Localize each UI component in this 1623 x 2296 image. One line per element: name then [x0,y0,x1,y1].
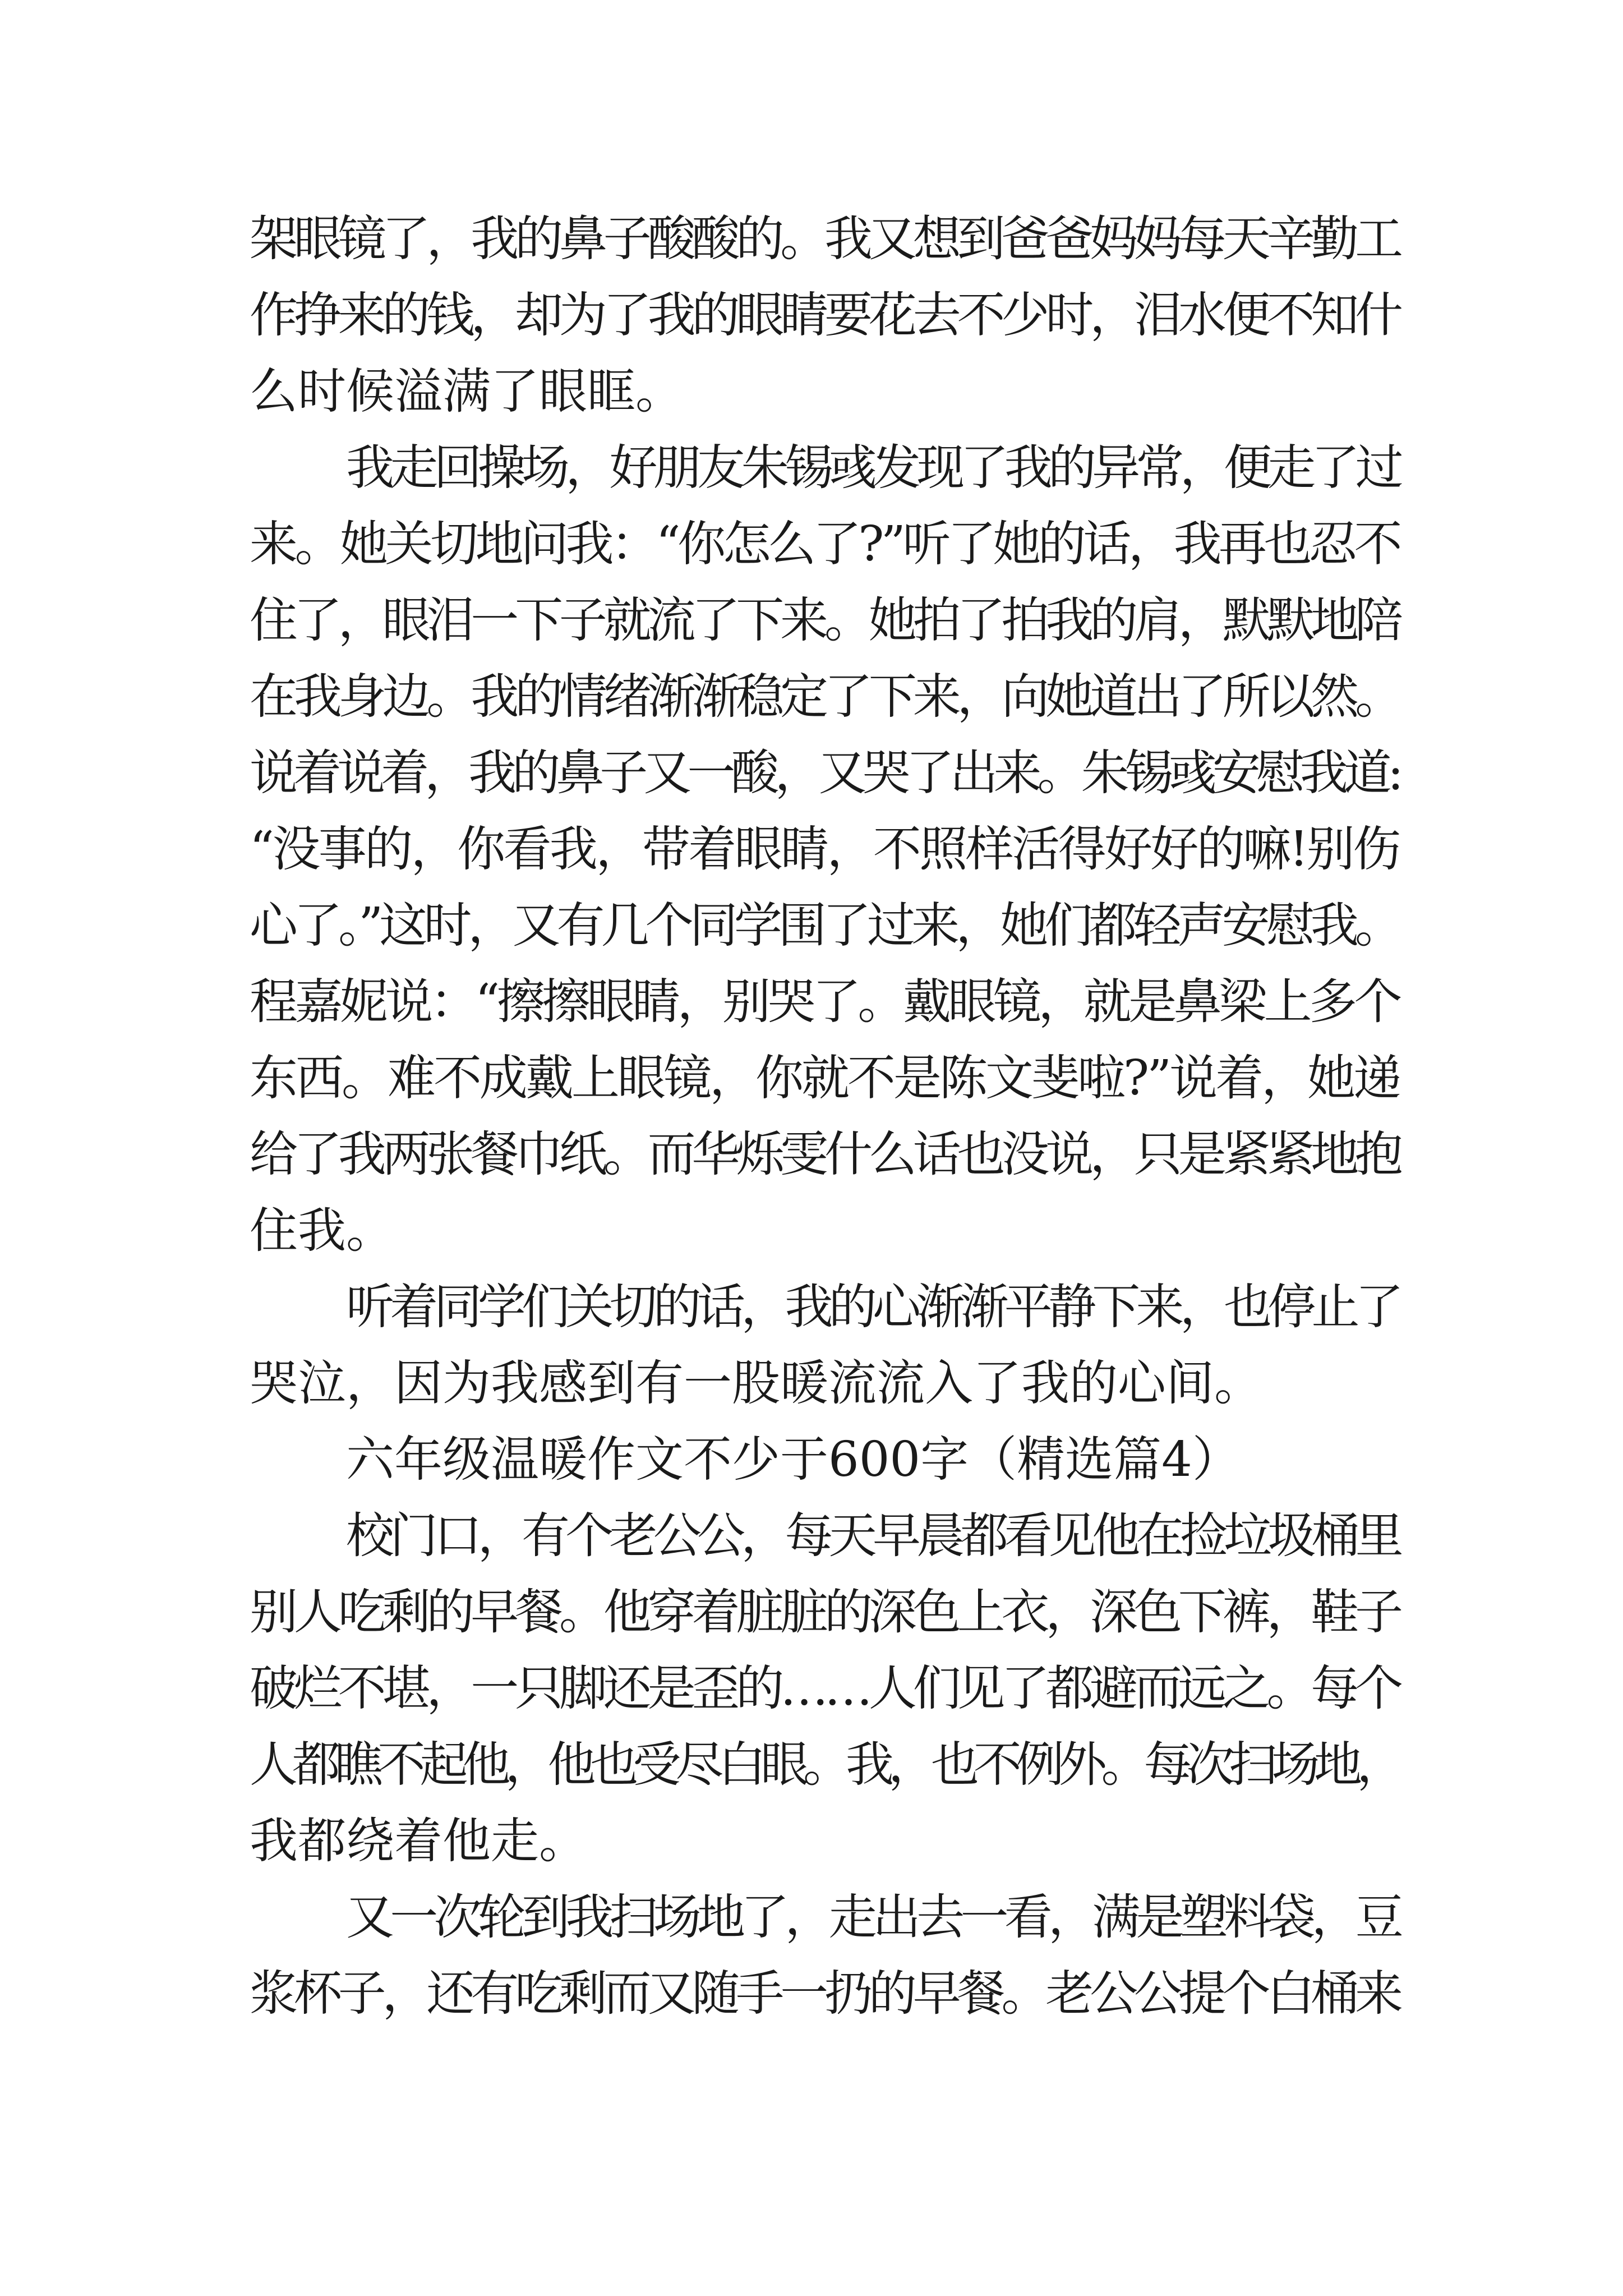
text-line: 给了我两张餐巾纸。而华烁雯什么话也没说，只是紧紧地抱 [250,1126,1399,1182]
text-line: 说着说着，我的鼻子又一酸，又哭了出来。朱锡彧安慰我道: [250,745,1399,801]
text-line: 哭泣，因为我感到有一股暖流流入了我的心间。 [250,1355,1262,1411]
text-line: 又一次轮到我扫场地了，走出去一看，满是塑料袋，豆 [346,1889,1399,1945]
text-line: 我都绕着他走。 [250,1813,587,1869]
text-line: 作挣来的钱，却为了我的眼睛要花去不少时，泪水便不知什 [250,287,1399,343]
text-line: 来。她关切地问我：“你怎么了?”听了她的话，我再也忍不 [250,516,1400,572]
essay-text [250,201,1399,2032]
text-line: 听着同学们关切的话，我的心渐渐平静下来，也停止了 [346,1279,1399,1335]
text-line: 东西。难不成戴上眼镜，你就不是陈文斐啦?”说着，她递 [250,1050,1400,1106]
text-line: 在我身边。我的情绪渐渐稳定了下来，向她道出了所以然。 [250,669,1399,725]
text-line: 校门口，有个老公公，每天早晨都看见他在捡垃圾桶里 [346,1508,1399,1564]
text-line: 六年级温暖作文不少于600字（精选篇4） [346,1432,1241,1488]
text-line: 浆杯子，还有吃剩而又随手一扔的早餐。老公公提个白桶来 [250,1966,1399,2022]
text-line: 住了，眼泪一下子就流了下来。她拍了拍我的肩，默默地陪 [250,592,1399,648]
text-line: 我走回操场，好朋友朱锡彧发现了我的异常，便走了过 [346,440,1399,496]
text-line: 住我。 [250,1203,394,1259]
text-line: 人都瞧不起他，他也受尽白眼。我，也不例外。每次扫场地， [250,1737,1399,1793]
text-line: 破烂不堪，一只脚还是歪的……人们见了都避而远之。每个 [250,1660,1399,1717]
text-line: 架眼镜了，我的鼻子酸酸的。我又想到爸爸妈妈每天辛勤工 [250,211,1399,267]
text-line: 么时候溢满了眼眶。 [250,364,684,420]
text-line: 心了。”这时，又有几个同学围了过来，她们都轻声安慰我。 [250,898,1399,954]
text-line: 程嘉妮说：“擦擦眼睛，别哭了。戴眼镜，就是鼻梁上多个 [250,974,1399,1030]
text-line: “没事的，你看我，带着眼睛，不照样活得好好的嘛!别伤 [250,821,1399,877]
text-line: 别人吃剩的早餐。他穿着脏脏的深色上衣，深色下裤，鞋子 [250,1584,1399,1640]
